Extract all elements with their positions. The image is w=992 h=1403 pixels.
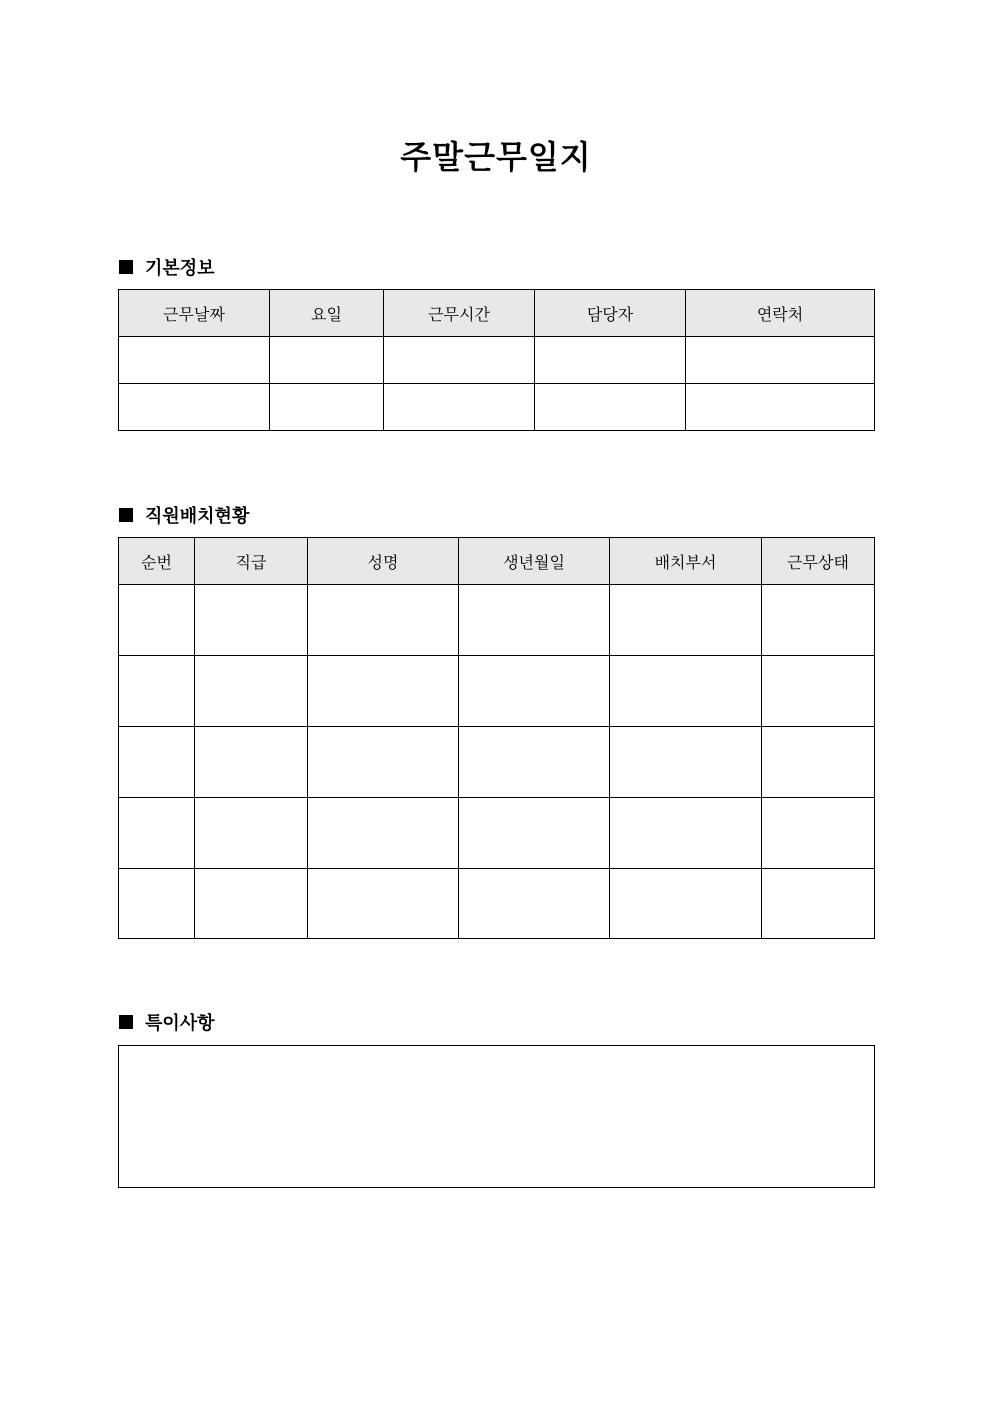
department-cell[interactable] (610, 656, 762, 727)
status-cell[interactable] (762, 727, 875, 798)
work-hours-cell[interactable] (384, 384, 535, 431)
column-header: 근무시간 (384, 290, 535, 337)
staff-table (118, 537, 875, 939)
weekday-cell[interactable] (270, 337, 384, 384)
column-header: 요일 (270, 290, 384, 337)
birthdate-cell[interactable] (459, 656, 610, 727)
table-row (119, 384, 875, 431)
department-cell[interactable] (610, 585, 762, 656)
birthdate-cell[interactable] (459, 585, 610, 656)
section-heading-label: 특이사항 (145, 1013, 215, 1034)
section-heading-label: 직원배치현황 (145, 506, 250, 527)
seq-cell[interactable] (119, 727, 195, 798)
basic-info-table (118, 289, 875, 431)
status-cell[interactable] (762, 585, 875, 656)
work-hours-cell[interactable] (384, 337, 535, 384)
column-header: 성명 (308, 538, 459, 585)
rank-cell[interactable] (195, 585, 308, 656)
column-header: 순번 (119, 538, 195, 585)
name-cell[interactable] (308, 585, 459, 656)
name-cell[interactable] (308, 798, 459, 869)
rank-cell[interactable] (195, 727, 308, 798)
notes-textbox[interactable] (118, 1045, 875, 1188)
section-heading-label: 기본정보 (145, 258, 215, 279)
square-bullet-icon (119, 508, 133, 522)
table-row (119, 656, 875, 727)
column-header: 배치부서 (610, 538, 762, 585)
seq-cell[interactable] (119, 585, 195, 656)
square-bullet-icon (119, 260, 133, 274)
contact-cell[interactable] (686, 384, 875, 431)
birthdate-cell[interactable] (459, 869, 610, 939)
section-heading-staff (119, 502, 249, 528)
manager-cell[interactable] (535, 384, 686, 431)
name-cell[interactable] (308, 727, 459, 798)
weekday-cell[interactable] (270, 384, 384, 431)
work-date-cell[interactable] (119, 337, 270, 384)
rank-cell[interactable] (195, 798, 308, 869)
square-bullet-icon (119, 1015, 133, 1029)
table-row (119, 727, 875, 798)
seq-cell[interactable] (119, 798, 195, 869)
document-title: 주말근무일지 (400, 138, 592, 176)
column-header: 생년월일 (459, 538, 610, 585)
rank-cell[interactable] (195, 869, 308, 939)
table-row (119, 585, 875, 656)
status-cell[interactable] (762, 656, 875, 727)
birthdate-cell[interactable] (459, 727, 610, 798)
section-heading-basic-info (119, 254, 215, 280)
column-header: 근무날짜 (119, 290, 270, 337)
status-cell[interactable] (762, 798, 875, 869)
name-cell[interactable] (308, 869, 459, 939)
table-header-row (119, 290, 875, 337)
birthdate-cell[interactable] (459, 798, 610, 869)
manager-cell[interactable] (535, 337, 686, 384)
table-row (119, 337, 875, 384)
status-cell[interactable] (762, 869, 875, 939)
column-header: 근무상태 (762, 538, 875, 585)
department-cell[interactable] (610, 727, 762, 798)
rank-cell[interactable] (195, 656, 308, 727)
table-row (119, 869, 875, 939)
column-header: 연락처 (686, 290, 875, 337)
department-cell[interactable] (610, 798, 762, 869)
table-row (119, 798, 875, 869)
column-header: 담당자 (535, 290, 686, 337)
seq-cell[interactable] (119, 869, 195, 939)
name-cell[interactable] (308, 656, 459, 727)
table-header-row (119, 538, 875, 585)
column-header: 직급 (195, 538, 308, 585)
contact-cell[interactable] (686, 337, 875, 384)
work-date-cell[interactable] (119, 384, 270, 431)
section-heading-notes (119, 1009, 215, 1035)
seq-cell[interactable] (119, 656, 195, 727)
department-cell[interactable] (610, 869, 762, 939)
